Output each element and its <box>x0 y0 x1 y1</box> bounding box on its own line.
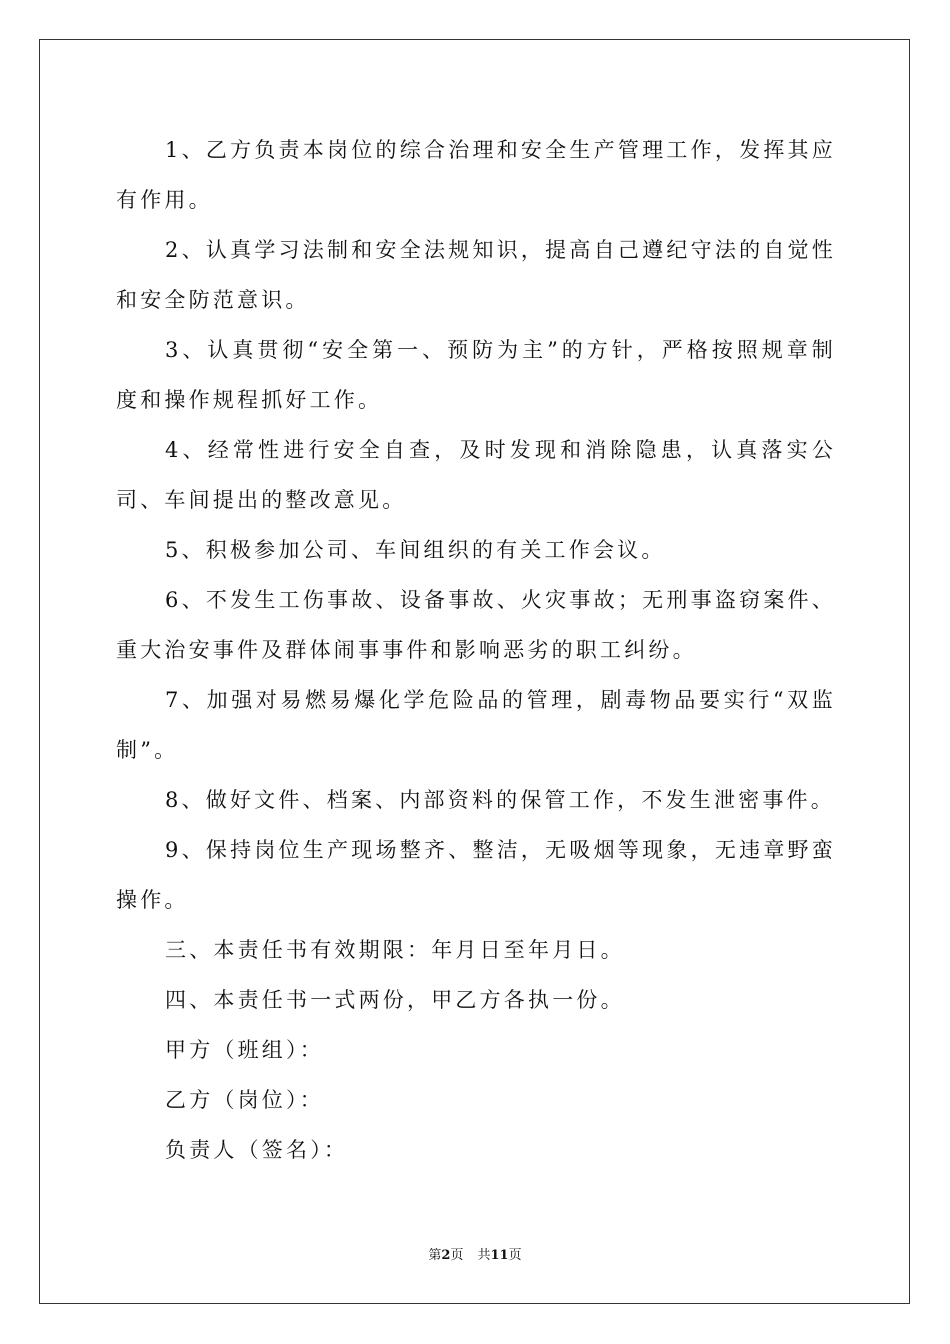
clause-8: 8、做好文件、档案、内部资料的保管工作，不发生泄密事件。 <box>165 788 835 812</box>
signature-responsible: 负责人（签名）： <box>165 1138 349 1162</box>
page-current: 2 <box>441 1248 451 1263</box>
signature-party-b: 乙方（岗位）： <box>165 1088 324 1112</box>
total-suffix: 页 <box>508 1248 522 1263</box>
document-body <box>116 125 836 1175</box>
clause-5: 5、积极参加公司、车间组织的有关工作会议。 <box>165 538 666 562</box>
page-prefix: 第 <box>428 1248 442 1263</box>
clause-3: 3、认真贯彻“安全第一、预防为主”的方针，严格按照规章制度和操作规程抓好工作。 <box>116 338 836 412</box>
page-total: 11 <box>490 1248 509 1263</box>
clause-1: 1、乙方负责本岗位的综合治理和安全生产管理工作，发挥其应有作用。 <box>116 138 836 212</box>
clause-6: 6、不发生工伤事故、设备事故、火灾事故；无刑事盗窃案件、重大治安事件及群体闹事事件和影响恶劣的职工纠纷。 <box>116 588 836 662</box>
page-suffix: 页 <box>450 1248 464 1263</box>
signature-party-a: 甲方（班组）： <box>165 1038 324 1062</box>
total-prefix: 共 <box>477 1248 491 1263</box>
clause-4: 4、经常性进行安全自查，及时发现和消除隐患，认真落实公司、车间提出的整改意见。 <box>116 438 836 512</box>
page-footer <box>0 1244 950 1263</box>
section-copies: 四、本责任书一式两份，甲乙方各执一份。 <box>165 988 625 1012</box>
clause-9: 9、保持岗位生产现场整齐、整洁，无吸烟等现象，无违章野蛮操作。 <box>116 838 836 912</box>
section-validity: 三、本责任书有效期限：年月日至年月日。 <box>165 938 625 962</box>
clause-7: 7、加强对易燃易爆化学危险品的管理，剧毒物品要实行“双监制”。 <box>116 688 836 762</box>
clause-2: 2、认真学习法制和安全法规知识，提高自己遵纪守法的自觉性和安全防范意识。 <box>116 238 836 312</box>
